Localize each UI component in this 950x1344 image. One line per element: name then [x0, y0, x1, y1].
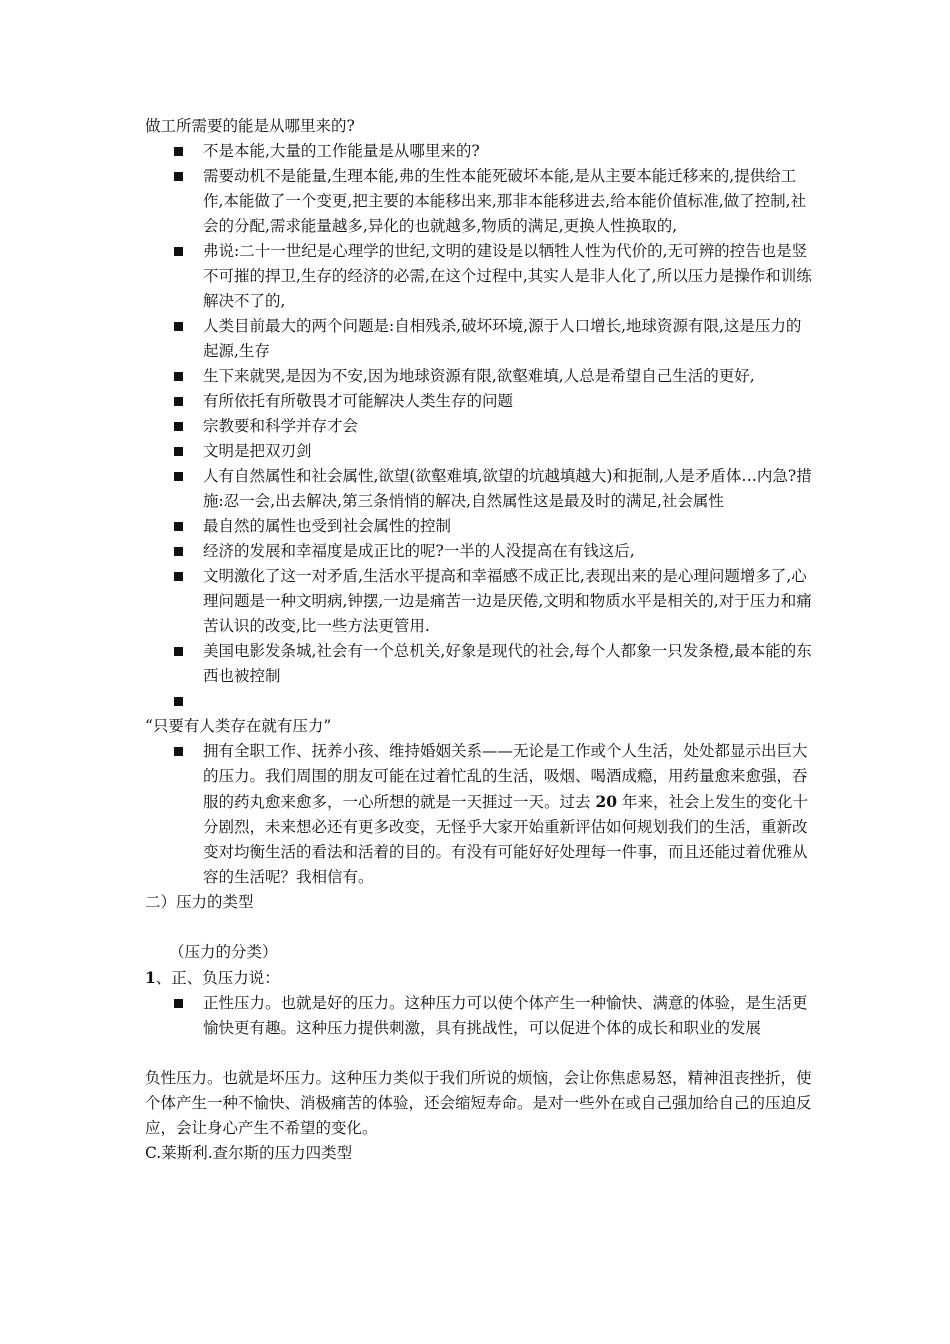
square-bullet-icon	[174, 472, 183, 481]
list-item	[145, 414, 815, 439]
square-bullet-icon	[174, 147, 183, 156]
list-item-text	[203, 689, 815, 714]
item-heading-text: 、正、负压力说：	[155, 969, 280, 987]
square-bullet-icon	[174, 999, 183, 1008]
list-item-text: 人有自然属性和社会属性,欲望(欲壑难填,欲望的坑越填越大)和扼制,人是矛盾体…内急?措施:忍一会,出去解决,第三条悄悄的解决,自然属性这是最及时的满足,社会属性	[203, 467, 812, 510]
square-bullet-icon	[174, 172, 183, 181]
list-item-text: 最自然的属性也受到社会属性的控制	[203, 517, 452, 535]
quote-heading: “只要有人类存在就有压力”	[145, 717, 332, 735]
blank-line	[145, 915, 815, 940]
square-bullet-icon	[174, 572, 183, 581]
list-item-text: 生下来就哭,是因为不安,因为地球资源有限,欲壑难填,人总是希望自己生活的更好,	[203, 367, 755, 385]
paragraph-text-before: 拥有全职工作、抚养小孩、维持婚姻关系——无论是工作或个人生活，处处都显示出巨大的压力。我们周围的朋友可能在过着忙乱的生活，吸烟、喝酒成瘾，用药量愈来愈强，吞服的药丸愈来愈多，一心所想的就是一天捱过一天。过去	[203, 742, 808, 811]
list-item-text: 宗教要和科学并存才会	[203, 417, 359, 435]
list-item-text: 需要动机不是能量,生理本能,弗的生性本能死破坏本能,是从主要本能迁移来的,提供给工作,本能做了一个变更,把主要的本能移出来,那非本能移进去,给本能价值标准,做了控制,社会的分配,需求能量越多,异化的也就越多,物质的满足,更换人性换取的,	[203, 167, 807, 235]
item-number: 1	[145, 968, 156, 987]
bullet-list-energy	[145, 139, 815, 714]
square-bullet-icon	[174, 422, 183, 431]
list-item	[145, 139, 815, 164]
list-item-text: 文明是把双刃剑	[203, 442, 312, 460]
list-item-text: 正性压力。也就是好的压力。这种压力可以使个体产生一种愉快、满意的体验，是生活更愉快更有趣。这种压力提供刺激，具有挑战性，可以促进个体的成长和职业的发展	[203, 994, 808, 1037]
list-item	[145, 739, 815, 890]
blank-line	[145, 1041, 815, 1066]
square-bullet-icon	[174, 247, 183, 256]
section-title-stress-types: 二）压力的类型	[145, 893, 254, 911]
square-bullet-icon	[174, 522, 183, 531]
list-item-text	[203, 739, 815, 890]
list-item-text: 经济的发展和幸福度是成正比的呢?一半的人没提高在有钱这后,	[203, 542, 635, 560]
classification-subtitle: （压力的分类）	[169, 943, 278, 961]
list-item	[145, 389, 815, 414]
list-item	[145, 514, 815, 539]
list-item-text: 文明激化了这一对矛盾,生活水平提高和幸福感不成正比,表现出来的是心理问题增多了,心理问题是一种文明病,钟摆,一边是痛苦一边是厌倦,文明和物质水平是相关的,对于压力和痛苦认识的改变,比一些方法更管用.	[203, 567, 812, 635]
four-types-heading: C.莱斯利.查尔斯的压力四类型	[145, 1144, 353, 1162]
heading-energy-source: 做工所需要的能是从哪里来的?	[145, 117, 355, 135]
list-item	[145, 564, 815, 639]
square-bullet-icon	[174, 397, 183, 406]
list-item	[145, 364, 815, 389]
square-bullet-icon	[174, 372, 183, 381]
item-heading-positive-negative	[145, 965, 815, 991]
list-item	[145, 314, 815, 364]
square-bullet-icon	[174, 697, 183, 706]
list-item-empty	[145, 689, 815, 714]
list-item	[145, 991, 815, 1041]
list-item	[145, 639, 815, 689]
square-bullet-icon	[174, 747, 183, 756]
list-item-text: 不是本能,大量的工作能量是从哪里来的?	[203, 142, 480, 160]
paragraph-text-after: 年来，社会上发生的变化十分剧烈，未来想必还有更多改变，无怪乎大家开始重新评估如何规划我们的生活，重新改变对均衡生活的看法和活着的目的。有没有可能好好处理每一件事，而且还能过着优雅从容的生活呢？我相信有。	[203, 793, 808, 886]
list-item	[145, 164, 815, 239]
bullet-list-quote	[145, 739, 815, 890]
list-item	[145, 539, 815, 564]
bullet-list-positive	[145, 991, 815, 1041]
list-item	[145, 439, 815, 464]
list-item-text: 弗说:二十一世纪是心理学的世纪,文明的建设是以牺牲人性为代价的,无可辨的控告也是竖不可摧的捍卫,生存的经济的必需,在这个过程中,其实人是非人化了,所以压力是操作和训练解决不了的,	[203, 242, 812, 310]
list-item-text: 人类目前最大的两个问题是:自相残杀,破坏环境,源于人口增长,地球资源有限,这是压力的起源,生存	[203, 317, 802, 360]
list-item	[145, 464, 815, 514]
square-bullet-icon	[174, 647, 183, 656]
square-bullet-icon	[174, 447, 183, 456]
list-item-text: 美国电影发条城,社会有一个总机关,好象是现代的社会,每个人都象一只发条橙,最本能的东西也被控制	[203, 642, 812, 685]
list-item-text: 有所依托有所敬畏才可能解决人类生存的问题	[203, 392, 514, 410]
document-page	[145, 114, 815, 1166]
list-item	[145, 239, 815, 314]
negative-stress-paragraph: 负性压力。也就是坏压力。这种压力类似于我们所说的烦恼，会让你焦虑易怒，精神沮丧挫折，使个体产生一种不愉快、消极痛苦的体验，还会缩短寿命。是对一些外在或自己强加给自己的压迫反应，会让身心产生不希望的变化。	[145, 1069, 812, 1137]
square-bullet-icon	[174, 322, 183, 331]
square-bullet-icon	[174, 547, 183, 556]
years-number: 20	[595, 792, 618, 811]
